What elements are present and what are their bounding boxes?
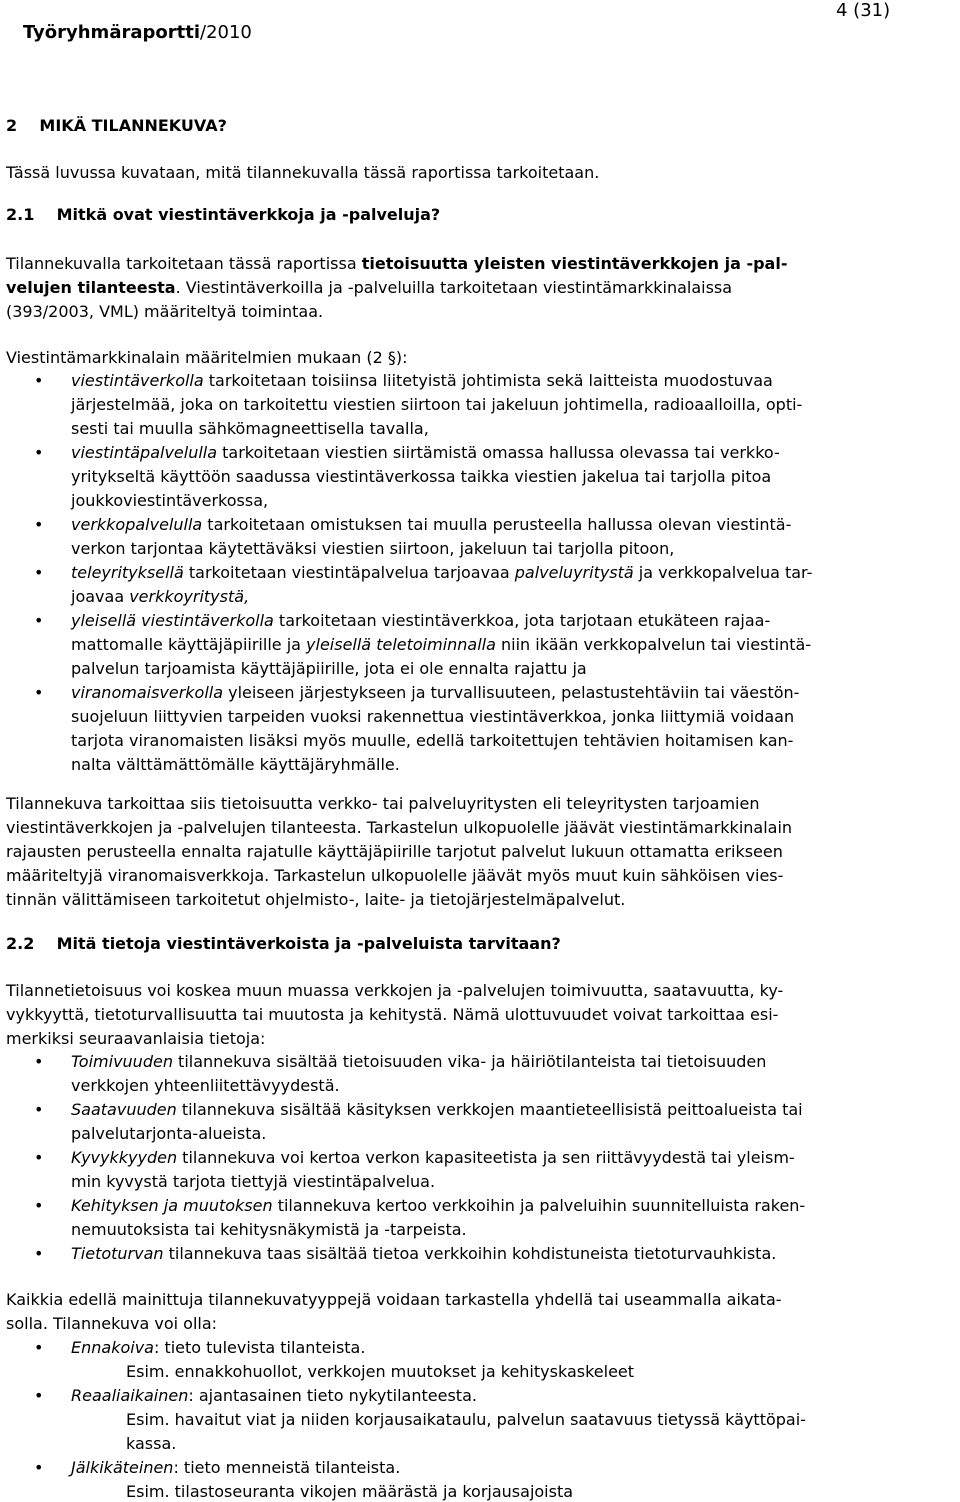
section-2-2-heading: 2.2 Mitä tietoja viestintäverkoista ja -palveluista tarvitaan? bbox=[6, 934, 561, 953]
bullet-icon: • bbox=[34, 1148, 44, 1167]
report-title bbox=[0, 0, 252, 66]
list-term: Saatavuuden bbox=[71, 1100, 177, 1119]
text-run: tarkoitetaan viestintäverkkoa, jota tarjotaan etukäteen rajaa- bbox=[273, 611, 771, 630]
definition-line: tarjota viranomaisten lisäksi myös muulle, edellä tarkoitettujen tehtävien hoitamisen kan- bbox=[71, 731, 794, 750]
definition-line: palvelun tarjoamista käyttäjäpiirille, jota ei ole ennalta rajattu ja bbox=[71, 659, 587, 678]
definition-line: yritykseltä käyttöön saadussa viestintäverkossa taikka viestien jakelua tai tarjolla pitoa bbox=[71, 467, 772, 486]
text-run: : tieto tulevista tilanteista. bbox=[153, 1338, 366, 1357]
definition-item bbox=[71, 371, 773, 391]
paragraph-line: Tilannekuva tarkoittaa siis tietoisuutta verkko- tai palveluyritysten eli teleyritysten tarjoamien bbox=[6, 794, 760, 813]
bullet-icon: • bbox=[34, 1244, 44, 1263]
definition-line: joukkoviestintäverkossa, bbox=[71, 491, 269, 510]
list-line: verkkojen yhteenliitettävyydestä. bbox=[71, 1076, 340, 1095]
text-run: . Viestintäverkoilla ja -palveluilla tarkoitetaan viestintämarkkinalaissa bbox=[175, 278, 733, 297]
list-item bbox=[71, 1100, 803, 1120]
list-term: Reaaliaikainen bbox=[71, 1386, 189, 1405]
list-item bbox=[71, 1052, 766, 1072]
example-line: Esim. ennakkohuollot, verkkojen muutokset ja kehityskaskeleet bbox=[126, 1362, 635, 1381]
text-run: tarkoitetaan viestien siirtämistä omassa hallussa olevassa tai verkko- bbox=[217, 443, 780, 462]
definition-term: yleisellä viestintäverkolla bbox=[71, 611, 274, 630]
paragraph-line: Kaikkia edellä mainittuja tilannekuvatyyppejä voidaan tarkastella yhdellä tai useammalla aikata- bbox=[6, 1290, 782, 1309]
italic-text-run: palveluyritystä bbox=[514, 563, 634, 582]
list-term: Tietoturvan bbox=[71, 1244, 164, 1263]
definitions-intro: Viestintämarkkinalain määritelmien mukaan (2 §): bbox=[6, 348, 408, 367]
bold-text-run: velujen tilanteesta bbox=[6, 278, 176, 297]
bullet-icon: • bbox=[34, 611, 44, 630]
text-run: tarkoitetaan omistuksen tai muulla perusteella hallussa olevan viestintä- bbox=[202, 515, 792, 534]
paragraph-line: merkiksi seuraavanlaisia tietoja: bbox=[6, 1029, 266, 1048]
bullet-icon: • bbox=[34, 563, 44, 582]
list-term: Ennakoiva bbox=[71, 1338, 154, 1357]
paragraph-line: solla. Tilannekuva voi olla: bbox=[6, 1314, 218, 1333]
definition-term: teleyrityksellä bbox=[71, 563, 184, 582]
text-run: tilannekuva kertoo verkkoihin ja palveluihin suunnitelluista raken- bbox=[272, 1196, 806, 1215]
text-run: yleiseen järjestykseen ja turvallisuuteen, pelastustehtäviin tai väestön- bbox=[223, 683, 800, 702]
report-year: /2010 bbox=[200, 22, 252, 43]
text-run: Tilannekuvalla tarkoitetaan tässä raportissa bbox=[6, 254, 362, 273]
definition-line bbox=[71, 635, 811, 655]
paragraph-line bbox=[6, 254, 787, 274]
definition-item bbox=[71, 563, 812, 583]
definition-term: viestintäpalvelulla bbox=[71, 443, 218, 462]
text-run: tilannekuva sisältää käsityksen verkkojen maantieteellisistä peittoalueista tai bbox=[176, 1100, 803, 1119]
definition-line bbox=[71, 587, 249, 607]
list-item bbox=[71, 1148, 795, 1168]
section-2-intro: Tässä luvussa kuvataan, mitä tilannekuvalla tässä raportissa tarkoitetaan. bbox=[6, 163, 600, 182]
paragraph-line: määriteltyjä viranomaisverkkoja. Tarkastelun ulkopuolelle jäävät myös muut kuin sähköisen vies- bbox=[6, 866, 784, 885]
list-term: Jälkikäteinen bbox=[71, 1458, 174, 1477]
paragraph-line: tinnän välittämiseen tarkoitetut ohjelmisto-, laite- ja tietojärjestelmäpalvelut. bbox=[6, 890, 626, 909]
definition-term: viestintäverkolla bbox=[71, 371, 204, 390]
paragraph-line: rajausten perusteella ennalta rajatulle käyttäjäpiirille tarjotut palvelut lukuun ottamatta erikseen bbox=[6, 842, 783, 861]
bullet-icon: • bbox=[34, 371, 44, 390]
example-line: Esim. havaitut viat ja niiden korjausaikataulu, palvelun saatavuus tietyssä käyttöpai- bbox=[126, 1410, 806, 1429]
definition-item bbox=[71, 611, 770, 631]
section-2-1-heading: 2.1 Mitkä ovat viestintäverkkoja ja -palveluja? bbox=[6, 205, 441, 224]
definition-term: verkkopalvelulla bbox=[71, 515, 203, 534]
text-run: tilannekuva taas sisältää tietoa verkkoihin kohdistuneista tietoturvauhkista. bbox=[163, 1244, 777, 1263]
page-number: 4 (31) bbox=[836, 0, 891, 21]
definition-term: viranomaisverkolla bbox=[71, 683, 224, 702]
definition-item bbox=[71, 443, 780, 463]
list-item bbox=[71, 1386, 477, 1406]
bullet-icon: • bbox=[34, 1386, 44, 1405]
text-run: joavaa bbox=[71, 587, 130, 606]
text-run: mattomalle käyttäjäpiirille ja bbox=[71, 635, 307, 654]
report-title-text: Työryhmäraportti bbox=[22, 22, 200, 43]
paragraph-line: Tilannetietoisuus voi koskea muun muassa verkkojen ja -palvelujen toimivuutta, saatavuutta, ky- bbox=[6, 981, 784, 1000]
bullet-icon: • bbox=[34, 683, 44, 702]
definition-line: suojeluun liittyvien tarpeiden vuoksi rakennettua viestintäverkkoa, jonka liittymiä voidaan bbox=[71, 707, 795, 726]
list-term: Toimivuuden bbox=[71, 1052, 173, 1071]
text-run: : tieto menneistä tilanteista. bbox=[173, 1458, 401, 1477]
paragraph-line: (393/2003, VML) määriteltyä toimintaa. bbox=[6, 302, 324, 321]
list-line: palvelutarjonta-alueista. bbox=[71, 1124, 267, 1143]
bullet-icon: • bbox=[34, 1338, 44, 1357]
definition-line: sesti tai muulla sähkömagneettisella tavalla, bbox=[71, 419, 429, 438]
list-item bbox=[71, 1458, 400, 1478]
definition-line: järjestelmää, joka on tarkoitettu viestien siirtoon tai jakeluun johtimella, radioaalloilla, opti- bbox=[71, 395, 803, 414]
section-2-heading: 2 MIKÄ TILANNEKUVA? bbox=[6, 116, 227, 135]
italic-text-run: yleisellä teletoiminnalla bbox=[306, 635, 496, 654]
bullet-icon: • bbox=[34, 1458, 44, 1477]
bullet-icon: • bbox=[34, 443, 44, 462]
text-run: niin ikään verkkopalvelun tai viestintä- bbox=[495, 635, 812, 654]
definition-item bbox=[71, 515, 791, 535]
bullet-icon: • bbox=[34, 515, 44, 534]
definition-item bbox=[71, 683, 799, 703]
text-run: tilannekuva voi kertoa verkon kapasiteetista ja sen riittävyydestä tai yleism- bbox=[177, 1148, 795, 1167]
paragraph-line: vykkyyttä, tietoturvallisuutta tai muutosta ja kehitystä. Nämä ulottuvuudet voivat tarkoittaa esi- bbox=[6, 1005, 779, 1024]
example-line: kassa. bbox=[126, 1434, 177, 1453]
definition-line: verkon tarjontaa käytettäväksi viestien siirtoon, jakeluun tai tarjolla pitoon, bbox=[71, 539, 675, 558]
text-run: : ajantasainen tieto nykytilanteesta. bbox=[188, 1386, 477, 1405]
bullet-icon: • bbox=[34, 1052, 44, 1071]
list-item bbox=[71, 1244, 776, 1264]
example-line: Esim. tilastoseuranta vikojen määrästä ja korjausajoista bbox=[126, 1482, 574, 1501]
list-line: nemuutoksista tai kehitysnäkymistä ja -tarpeista. bbox=[71, 1220, 467, 1239]
bullet-icon: • bbox=[34, 1100, 44, 1119]
paragraph-line bbox=[6, 278, 732, 298]
list-item bbox=[71, 1196, 805, 1216]
bullet-icon: • bbox=[34, 1196, 44, 1215]
text-run: tarkoitetaan toisiinsa liitetyistä johtimista sekä laitteista muodostuvaa bbox=[203, 371, 773, 390]
list-term: Kehityksen ja muutoksen bbox=[71, 1196, 273, 1215]
list-term: Kyvykkyyden bbox=[71, 1148, 178, 1167]
list-item bbox=[71, 1338, 365, 1358]
italic-text-run: verkkoyritystä, bbox=[129, 587, 250, 606]
text-run: ja verkkopalvelua tar- bbox=[633, 563, 813, 582]
bold-text-run: tietoisuutta yleisten viestintäverkkojen ja -pal- bbox=[361, 254, 788, 273]
text-run: tilannekuva sisältää tietoisuuden vika- ja häiriötilanteista tai tietoisuuden bbox=[172, 1052, 767, 1071]
text-run: tarkoitetaan viestintäpalvelua tarjoavaa bbox=[183, 563, 515, 582]
definition-line: nalta välttämättömälle käyttäjäryhmälle. bbox=[71, 755, 400, 774]
list-line: min kyvystä tarjota tiettyjä viestintäpalvelua. bbox=[71, 1172, 436, 1191]
paragraph-line: viestintäverkkojen ja -palvelujen tilanteesta. Tarkastelun ulkopuolelle jäävät viestintämarkkinalain bbox=[6, 818, 793, 837]
